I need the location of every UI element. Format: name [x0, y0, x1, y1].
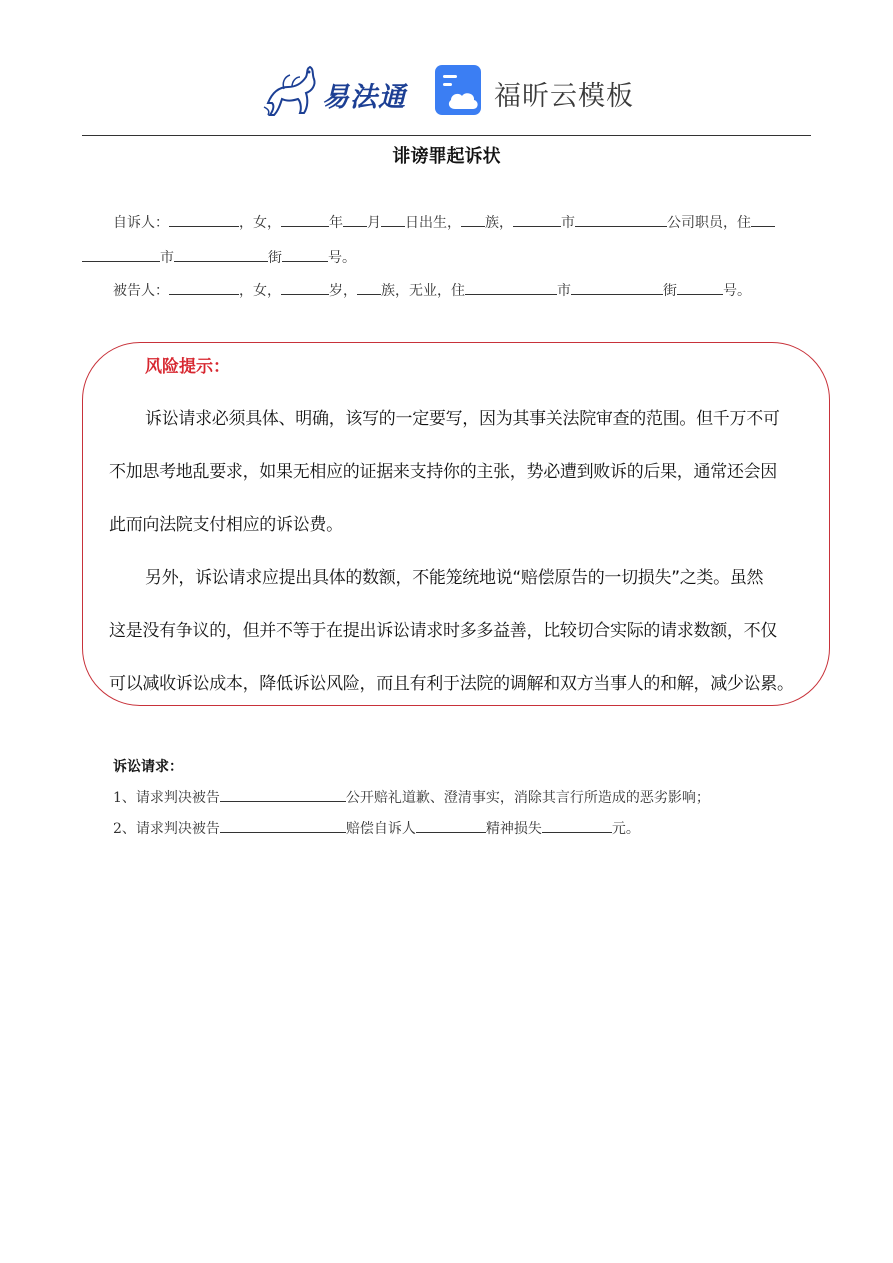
claim-item-2	[113, 818, 640, 838]
number-blank	[282, 247, 328, 262]
plaintiff-line	[113, 212, 775, 232]
birth-month-blank	[343, 212, 367, 227]
yifatong-logo	[262, 63, 417, 119]
ethnicity-blank	[357, 280, 381, 295]
risk-notice-line: 此而向法院支付相应的诉讼费。	[109, 515, 343, 535]
text-segment: 市	[557, 283, 571, 299]
header-divider	[82, 135, 811, 136]
number-blank	[677, 280, 723, 295]
text-segment: 族，	[485, 215, 513, 231]
page-header	[0, 55, 893, 125]
logo2-text: 福昕云模板	[494, 81, 634, 112]
address-blank	[751, 212, 775, 227]
risk-notice-line: 可以减收诉讼成本，降低诉讼风险，而且有利于法院的调解和双方当事人的和解，减少讼累。	[109, 674, 794, 694]
text-segment: ，女，	[239, 283, 281, 299]
defendant-line	[113, 280, 751, 300]
qilin-icon	[262, 63, 320, 119]
street-blank	[174, 247, 268, 262]
text-segment: ，女，	[239, 215, 281, 231]
text-segment: 赔偿自诉人	[345, 821, 416, 837]
text-segment: 公司职员，住	[667, 215, 751, 231]
risk-notice-title: 风险提示：	[145, 357, 230, 377]
birth-year-blank	[281, 212, 329, 227]
city-blank	[513, 212, 561, 227]
risk-notice-line: 不加思考地乱要求，如果无相应的证据来支持你的主张，势必遭到败诉的后果，通常还会因	[109, 462, 777, 482]
text-segment: 日出生，	[405, 215, 461, 231]
text-segment: 市	[561, 215, 575, 231]
defendant-label: 被告人：	[113, 283, 169, 299]
plaintiff-address-line	[82, 247, 356, 267]
age-blank	[281, 280, 329, 295]
text-segment: 1、请求判决被告	[113, 790, 220, 806]
amount-blank	[542, 818, 612, 833]
risk-notice-line: 诉讼请求必须具体、明确，该写的一定要写，因为其事关法院审查的范围。但千万不可	[145, 409, 780, 429]
text-segment: 市	[160, 250, 174, 266]
risk-notice-line: 另外，诉讼请求应提出具体的数额，不能笼统地说“赔偿原告的一切损失”之类。虽然	[145, 568, 764, 588]
name-blank	[169, 212, 239, 227]
risk-notice-line: 这是没有争议的，但并不等于在提出诉讼请求时多多益善，比较切合实际的请求数额，不仅	[109, 621, 777, 641]
text-segment: 年	[329, 215, 343, 231]
plaintiff-label: 自诉人：	[113, 215, 169, 231]
text-segment: 岁，	[329, 283, 357, 299]
street-blank	[571, 280, 663, 295]
text-segment: 2、请求判决被告	[113, 821, 220, 837]
text-segment: 精神损失	[485, 821, 542, 837]
text-segment: 街	[268, 250, 282, 266]
document-title: 诽谤罪起诉状	[392, 146, 501, 167]
address-blank	[82, 247, 160, 262]
name-blank	[169, 280, 239, 295]
ethnicity-blank	[461, 212, 485, 227]
defendant-blank	[220, 787, 346, 802]
text-segment: 元。	[611, 821, 640, 837]
claim-item-1	[113, 787, 710, 807]
defendant-blank	[220, 818, 346, 833]
text-segment: 街	[663, 283, 677, 299]
text-segment: 公开赔礼道歉、澄清事实，消除其言行所造成的恶劣影响；	[345, 790, 710, 806]
text-segment: 号。	[328, 250, 356, 266]
plaintiff-blank	[416, 818, 486, 833]
foxit-template-logo	[435, 65, 640, 119]
text-segment: 族，无业，住	[381, 283, 465, 299]
text-segment: 号。	[723, 283, 751, 299]
text-segment: 月	[367, 215, 381, 231]
birth-day-blank	[381, 212, 405, 227]
company-blank	[575, 212, 667, 227]
city-blank	[465, 280, 557, 295]
logo1-text: 易法通	[322, 82, 406, 113]
cloud-doc-icon	[435, 65, 485, 117]
claims-title: 诉讼请求：	[113, 759, 183, 775]
